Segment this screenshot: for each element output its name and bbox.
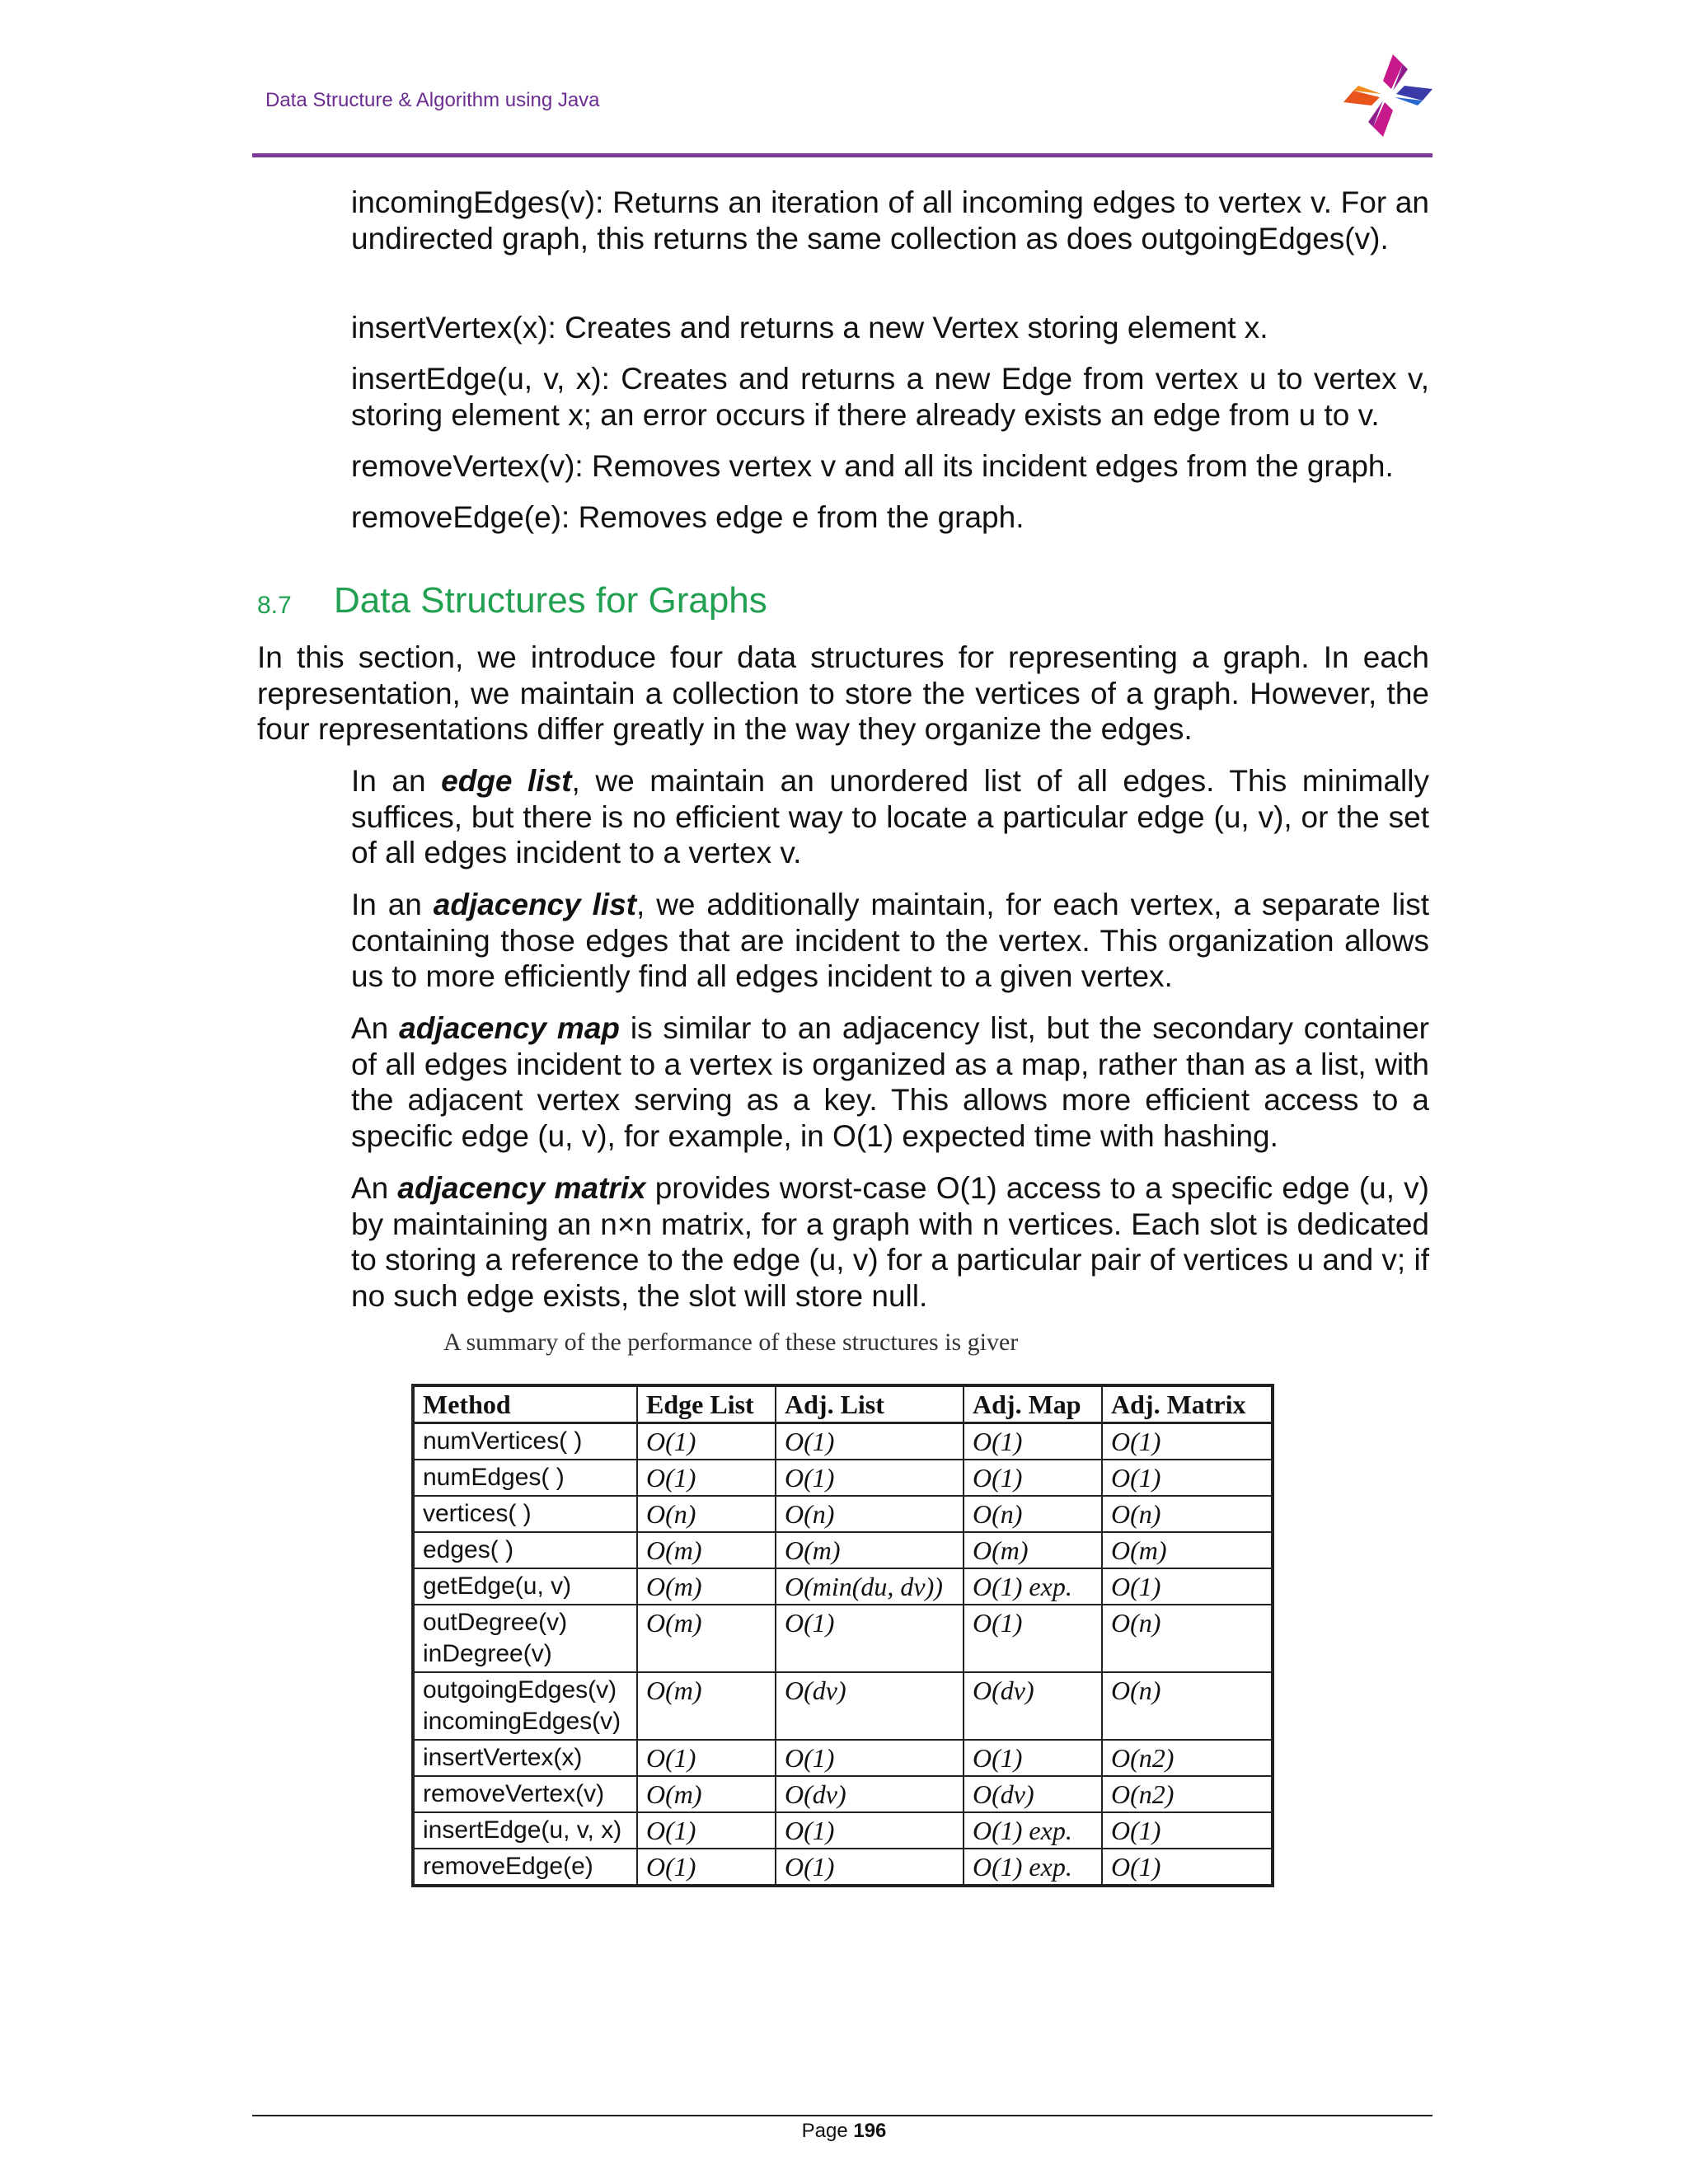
method-description: insertVertex(x): Creates and returns a new Vertex storing element x.	[351, 311, 1268, 344]
complexity-cell: O(1)	[964, 1605, 1102, 1672]
table-row	[413, 1496, 1273, 1532]
complexity-cell: O(1)	[637, 1740, 776, 1776]
complexity-cell: O(dv)	[964, 1776, 1102, 1812]
complexity-cell: O(1)	[776, 1460, 964, 1496]
complexity-cell: O(m)	[1102, 1532, 1273, 1568]
complexity-cell: O(1)	[637, 1460, 776, 1496]
method-cell: outgoingEdges(v) incomingEdges(v)	[413, 1672, 637, 1740]
complexity-cell: O(1)	[776, 1605, 964, 1672]
complexity-cell: O(1)	[1102, 1423, 1273, 1460]
method-cell: numEdges( )	[413, 1460, 637, 1496]
complexity-cell: O(1)	[637, 1423, 776, 1460]
complexity-cell: O(1)	[776, 1740, 964, 1776]
representation-paragraph: In an edge list, we maintain an unordered list of all edges. This minimally suffices, but there is no efficient way to locate a particular edge (u, v), or the set of all edges incident to a vertex v.	[351, 764, 1429, 869]
method-cell: outDegree(v) inDegree(v)	[413, 1605, 637, 1672]
method-cell: insertEdge(u, v, x)	[413, 1812, 637, 1849]
table-caption: A summary of the performance of these structures is giver	[443, 1329, 1019, 1356]
table-body	[413, 1423, 1273, 1886]
complexity-cell: O(1)	[776, 1423, 964, 1460]
complexity-cell: O(1)	[637, 1812, 776, 1849]
complexity-cell: O(1)	[776, 1849, 964, 1886]
column-header: Adj. Map	[964, 1385, 1102, 1423]
complexity-cell: O(1) exp.	[964, 1812, 1102, 1849]
complexity-cell: O(1)	[1102, 1849, 1273, 1886]
complexity-cell: O(m)	[637, 1568, 776, 1605]
method-description: removeVertex(v): Removes vertex v and all its incident edges from the graph.	[351, 449, 1394, 483]
table-row	[413, 1605, 1273, 1672]
representation-paragraph: An adjacency map is similar to an adjacency list, but the secondary container of all edges incident to a vertex is organized as a map, rather than as a list, with the adjacent vertex serving as a key. This allows more efficient access to a specific edge (u, v), for example, in O(1) expected time with hashing.	[351, 1011, 1429, 1153]
table-row	[413, 1568, 1273, 1605]
header-title: Data Structure & Algorithm using Java	[265, 89, 600, 111]
table-row	[413, 1672, 1273, 1740]
column-header: Method	[413, 1385, 637, 1423]
column-header: Adj. List	[776, 1385, 964, 1423]
complexity-cell: O(n)	[637, 1496, 776, 1532]
complexity-cell: O(m)	[637, 1532, 776, 1568]
method-cell: edges( )	[413, 1532, 637, 1568]
complexity-cell: O(n2)	[1102, 1740, 1273, 1776]
complexity-cell: O(n)	[1102, 1605, 1273, 1672]
table-header-row	[413, 1385, 1273, 1423]
method-description: incomingEdges(v): Returns an iteration of all incoming edges to vertex v. For an undirected graph, this returns the same collection as does outgoingEdges(v).	[351, 185, 1430, 255]
method-cell: removeEdge(e)	[413, 1849, 637, 1886]
complexity-cell: O(n)	[776, 1496, 964, 1532]
complexity-cell: O(n2)	[1102, 1776, 1273, 1812]
representation-paragraph: An adjacency matrix provides worst-case O(1) access to a specific edge (u, v) by maintaining an n×n matrix, for a graph with n vertices. Each slot is dedicated to storing a reference to the edge (u, v) for a particular pair of vertices u and v; if no such edge exists, the slot will store null.	[351, 1171, 1429, 1313]
table-row	[413, 1740, 1273, 1776]
intro-paragraph: In this section, we introduce four data structures for representing a graph. In each representation, we maintain a collection to store the vertices of a graph. However, the four representations differ greatly in the way they organize the edges.	[257, 640, 1429, 746]
method-description: removeEdge(e): Removes edge e from the graph.	[351, 500, 1025, 534]
page-number: 196	[853, 2120, 887, 2142]
table-row	[413, 1849, 1273, 1886]
method-cell: getEdge(u, v)	[413, 1568, 637, 1605]
method-cell: numVertices( )	[413, 1423, 637, 1460]
representation-paragraph: In an adjacency list, we additionally maintain, for each vertex, a separate list containing those edges that are incident to the vertex. This organization allows us to more efficiently find all edges incident to a given vertex.	[351, 888, 1429, 993]
complexity-cell: O(1) exp.	[964, 1568, 1102, 1605]
column-header: Adj. Matrix	[1102, 1385, 1273, 1423]
section-number: 8.7	[257, 592, 292, 619]
complexity-cell: O(n)	[1102, 1496, 1273, 1532]
complexity-cell: O(1)	[964, 1460, 1102, 1496]
pinwheel-logo-icon	[1342, 53, 1434, 138]
complexity-cell: O(m)	[637, 1672, 776, 1740]
complexity-cell: O(m)	[637, 1776, 776, 1812]
table-row	[413, 1812, 1273, 1849]
method-description: insertEdge(u, v, x): Creates and returns a new Edge from vertex u to vertex v, storing element x; an error occurs if there already exists an edge from u to v.	[351, 362, 1430, 432]
method-cell: removeVertex(v)	[413, 1776, 637, 1812]
table-row	[413, 1423, 1273, 1460]
complexity-cell: O(1)	[1102, 1568, 1273, 1605]
complexity-cell: O(1)	[964, 1423, 1102, 1460]
complexity-cell: O(1) exp.	[964, 1849, 1102, 1886]
section-title: Data Structures for Graphs	[334, 580, 767, 621]
complexity-cell: O(1)	[1102, 1460, 1273, 1496]
complexity-cell: O(m)	[776, 1532, 964, 1568]
method-cell: insertVertex(x)	[413, 1740, 637, 1776]
table-row	[413, 1460, 1273, 1496]
complexity-cell: O(1)	[637, 1849, 776, 1886]
complexity-cell: O(1)	[1102, 1812, 1273, 1849]
complexity-cell: O(1)	[776, 1812, 964, 1849]
method-cell: vertices( )	[413, 1496, 637, 1532]
complexity-cell: O(dv)	[776, 1672, 964, 1740]
header-rule	[252, 153, 1432, 157]
table-row	[413, 1532, 1273, 1568]
complexity-cell: O(m)	[964, 1532, 1102, 1568]
footer-rule	[252, 2115, 1432, 2116]
complexity-cell: O(dv)	[776, 1776, 964, 1812]
complexity-cell: O(m)	[637, 1605, 776, 1672]
complexity-cell: O(dv)	[964, 1672, 1102, 1740]
performance-table	[411, 1384, 1274, 1887]
column-header: Edge List	[637, 1385, 776, 1423]
table-row	[413, 1776, 1273, 1812]
page-footer	[0, 2120, 1688, 2143]
complexity-cell: O(n)	[1102, 1672, 1273, 1740]
complexity-cell: O(1)	[964, 1740, 1102, 1776]
page-label: Page	[801, 2120, 848, 2142]
complexity-cell: O(min(du, dv))	[776, 1568, 964, 1605]
complexity-cell: O(n)	[964, 1496, 1102, 1532]
